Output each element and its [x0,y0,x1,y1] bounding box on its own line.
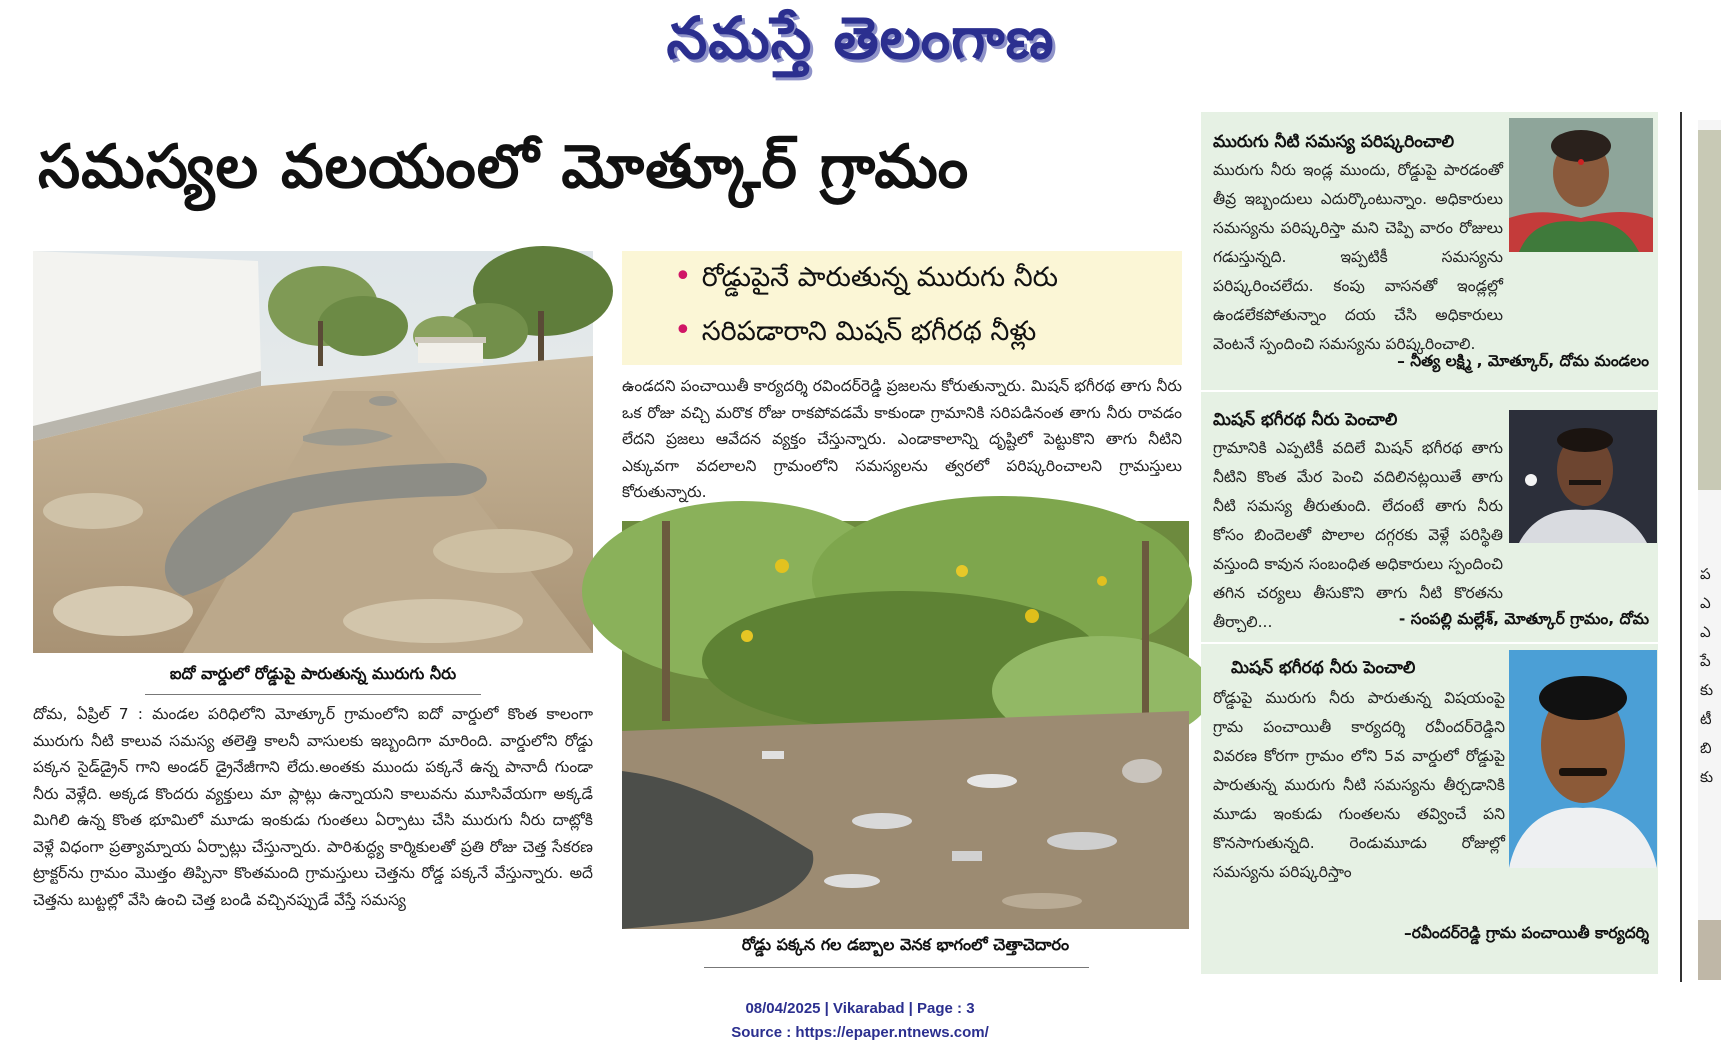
portrait-woman-icon [1509,118,1653,252]
photo2-caption: రోడ్డు పక్కన గల డబ్బాల వెనక భాగంలో చెత్తాచెదారం [741,935,1070,954]
sidebar-item-3-title: మిషన్ భగీరథ నీరు పెంచాలి [1231,658,1416,678]
garbage-scene-illustration [622,521,1189,929]
sidebar-item-1-sign: – నీత్య లక్ష్మి , మోత్కూర్, దోమ మండలం [1397,352,1649,370]
article-body-left: దోమ, ఏప్రిల్ 7 : మండల పరిధిలోని మోత్కూర్ గ్రామంలోని ఐదో వార్డులో కొంత కాలంగా మురుగు నీటి కాలువ సమస్య తలెత్తి కాలనీ వాసులకు ఇబ్బందిగా మారింది. వార్డులోని రోడ్డు పక్కన సైడ్‌డ్రైన్ గాని అండర్ డ్రైనేజీగాని లేదు.అంతకు ముందు పక్కనే ఉన్న పానాదీ గుండా నీరు వెళ్లేది. అక్కడ కొందరు వ్యక్తులు మా ప్లాట్లు ఉన్నాయని కాలువను మూసివేయగా అక్కడే మిగిలి ఉన్న కొంత భూమిలో మూడు ఇంకుడు గుంతలు ఏర్పాటు చేసి మురుగు నీరు దాట్లోకి వెళ్లే విధంగా ప్రత్యామ్నాయ ఏర్పాట్లు చేస్తున్నారు. పారిశుద్ధ్య కార్మికులతో ప్రతి రోజు చెత్త సేకరణ ట్రాక్టర్‌ను గ్రామం మొత్తం తిప్పినా కొంతమంది గ్రామస్తులు చెత్తను రోడ్డ పక్కనే వేస్తున్నారు. అదే చెత్తను బుట్టల్లో వేసి ఉంచి చెత్త బండి వచ్చినప్పుడే వేస్తే సమస్య [33,705,593,909]
subhead-2: • సరిపడారాని మిషన్ భగీరథ నీళ్లు [674,313,1037,348]
caption-underline [145,694,481,695]
photo1-caption: ఐదో వార్డులో రోడ్డుపై పారుతున్న మురుగు నీరు [169,664,457,683]
column-rule [1680,112,1682,982]
sidebar-item-1-text: మురుగు నీరు ఇండ్ల ముందు, రోడ్డుపై పారడంతో తీవ్ర ఇబ్బందులు ఎదుర్కొంటున్నాం. అధికారులు సమస్యను పరిష్కరిస్తా మని చెప్పి వారం రోజులు గడుస్తున్నది. ఇప్పటికీ సమస్యను పరిష్కరించలేదు. కంపు వాసనతో ఇండ్లల్లో ఉండలేకపోతున్నాం దయ చేసి అధికారులు వెంటనే స్పందించి సమస్యను పరిష్కరించాలి. [1213,161,1503,353]
sidebar-item-2-title: మిషన్ భగీరథ నీరు పెంచాలి [1213,410,1398,430]
sidebar-item-3-text: రోడ్డుపై మురుగు నీరు పారుతున్న విషయంపై గ్రామ పంచాయితీ కార్యదర్శి రవీందర్‌రెడ్డిని వివరణ కోరగా గ్రామం లోని 5వ వార్డులో రోడ్డుపై పారుతున్న మురుగు నీటి సమస్యను తీర్చడానికి మూడు ఇంకుడు గుంతలను తవ్వించే పని కొనసాగుతున్నది. రెండుమూడు రోజుల్లో సమస్యను పరిష్కరిస్తాం [1213,689,1505,881]
footer-source-link[interactable]: Source : https://epaper.ntnews.com/ [731,1024,989,1041]
person-photo-1 [1509,118,1653,252]
photo-garbage [622,521,1189,929]
masthead [0,4,1721,87]
portrait-man-icon [1509,410,1657,543]
subhead-box [622,251,1182,365]
edge-text: ప ఎ ఎ పే కు టీ బి కు [1700,565,1714,786]
bullet-icon: • [674,259,692,294]
footer-date-line: 08/04/2025 | Vikarabad | Page : 3 [745,1000,975,1017]
portrait-official-icon [1509,650,1657,868]
bullet-icon: • [674,313,692,348]
sidebar-item-2-sign: - సంపల్లి మల్లేశ్, మోత్కూర్ గ్రామం, దోమ [1398,610,1649,628]
person-photo-3 [1509,650,1657,868]
subhead-1: • రోడ్డుపైనే పారుతున్న మురుగు నీరు [674,259,1059,294]
sidebar-item-3-sign: –రవీందర్‌రెడ్డి గ్రామ పంచాయితీ కార్యదర్శి [1403,924,1649,942]
article-body-middle: ఉండదని పంచాయితీ కార్యదర్శి రవిందర్‌రెడ్డి ప్రజలను కోరుతున్నారు. మిషన్ భగీరథ తాగు నీరు ఒక రోజు వచ్చి మరొక రోజు రాకపోవడమే కాకుండా గ్రామానికి సరిపడినంత తాగు నీరు రావడం లేదని ప్రజలు ఆవేదన వ్యక్తం చేస్తున్నారు. ఎండాకాలాన్ని దృష్టిలో పెట్టుకొని తాగు నీటిని ఎక్కువగా వదలాలని గ్రామంలోని సమస్యలను త్వరలో పరిష్కరించాలని గ్రామస్తులు కోరుతున్నారు. [622,377,1182,501]
sidebar-item-1-text-cont [1213,252,1649,342]
sidebar-divider [1201,642,1658,644]
sidebar-item-2-text: గ్రామానికి ఎప్పటికీ వదిలే మిషన్ భగీరథ తాగు నీటిని కొంత మేర పెంచి వదిలినట్లయితే తాగు నీటి సమస్య తీరుతుంది. లేదంటే తాగు నీరు కోసం బిందెలతో పొలాల దగ్గరకు వెళ్లే పరిస్థితి వస్తుంది కావున సంబంధిత అధికారులు స్పందించి తగిన చర్యలు తీసుకొని తాగు నీటి కొరతను తీర్చాలి... [1213,439,1503,631]
newspaper-logo: నమస్తే తెలంగాణ [666,4,1055,72]
sidebar-panel [1201,112,1658,974]
sidebar-divider [1201,390,1658,392]
headline: సమస్యల వలయంలో మోత్కూర్ గ్రామం [38,132,970,202]
caption-underline [704,967,1089,968]
road-scene-illustration [33,251,593,653]
person-photo-2 [1509,410,1657,543]
sidebar-item-1-title: మురుగు నీటి సమస్య పరిష్కరించాలి [1213,132,1455,152]
next-article-edge [1698,120,1721,980]
photo-muddy-road [33,251,593,653]
